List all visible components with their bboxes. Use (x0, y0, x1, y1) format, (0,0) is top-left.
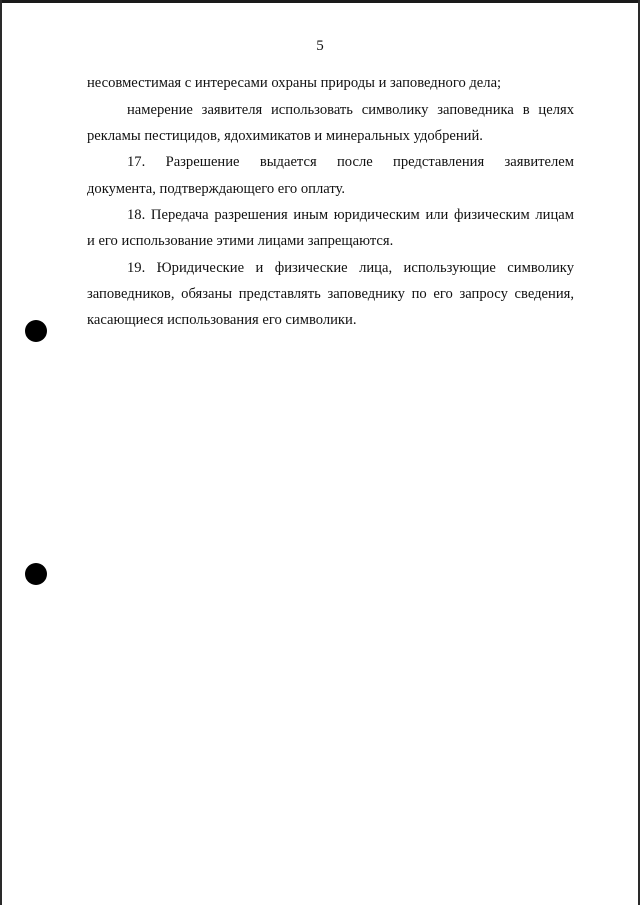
text-line: 18. Передача разрешения иным юридическим или физическим лицам (127, 207, 574, 223)
text-line: документа, подтверждающего его оплату. (87, 181, 346, 197)
scan-border-top (0, 0, 640, 3)
scan-border-left (0, 0, 2, 905)
text-line: и его использование этими лицами запрещаются. (87, 233, 394, 249)
text-line: несовместимая с интересами охраны природы и заповедного дела; (87, 75, 502, 91)
page-number: 5 (316, 38, 324, 54)
text-line: рекламы пестицидов, ядохимикатов и минеральных удобрений. (87, 128, 483, 144)
text-line: касающиеся использования его символики. (87, 312, 357, 328)
text-line: 19. Юридические и физические лица, использующие символику (127, 260, 574, 276)
text-line: заповедников, обязаны представлять заповеднику по его запросу сведения, (87, 286, 574, 302)
text-line: 17. Разрешение выдается после представления заявителем (127, 154, 574, 170)
text-line: намерение заявителя использовать символику заповедника в целях (127, 102, 574, 118)
punch-hole (25, 320, 47, 342)
punch-hole (25, 563, 47, 585)
